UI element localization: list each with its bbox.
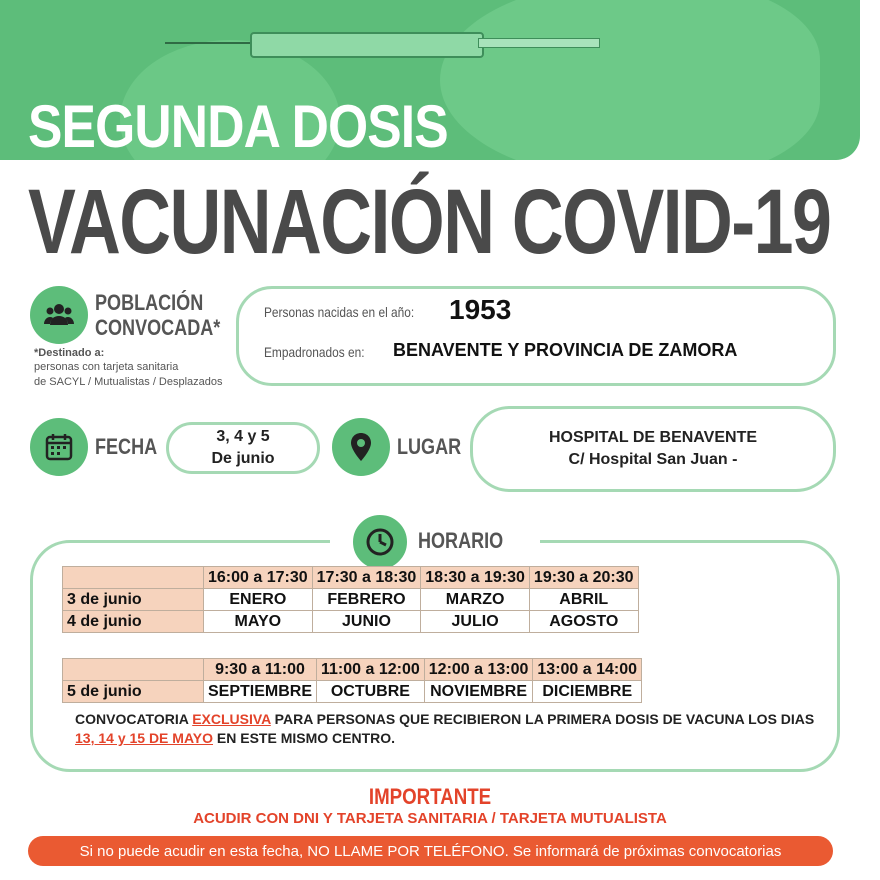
poblacion-label-line1: POBLACIÓN [95, 290, 204, 315]
poblacion-label-line2: CONVOCADA* [95, 315, 221, 341]
table-row [63, 659, 642, 681]
lugar-box [470, 406, 836, 492]
census-label: Empadronados en: [264, 344, 365, 360]
table-corner [63, 567, 204, 589]
calendar-icon [30, 418, 88, 476]
fecha-box [166, 422, 320, 474]
time-slot-header: 9:30 a 11:00 [204, 659, 317, 681]
conv-exclusiva: EXCLUSIVA [192, 711, 271, 727]
main-title: VACUNACIÓN COVID-19 [28, 171, 831, 273]
table-row [63, 681, 642, 703]
poblacion-box [236, 286, 836, 386]
month-cell: JUNIO [312, 611, 421, 633]
time-slot-header: 18:30 a 19:30 [421, 567, 530, 589]
hero-glove-shape [440, 0, 820, 160]
time-slot-header: 13:00 a 14:00 [533, 659, 642, 681]
birth-label: Personas nacidas en el año: [264, 304, 415, 320]
hero-banner [0, 0, 860, 160]
poblacion-label [95, 290, 220, 341]
fecha-label: FECHA [95, 434, 158, 459]
lugar-line2: C/ Hospital San Juan - [568, 451, 738, 468]
note-line1: personas con tarjeta sanitaria [34, 361, 179, 374]
month-cell: MAYO [204, 611, 313, 633]
time-slot-header: 19:30 a 20:30 [529, 567, 638, 589]
hero-title: SEGUNDA DOSIS [28, 93, 448, 160]
census-value: BENAVENTE Y PROVINCIA DE ZAMORA [393, 340, 738, 360]
syringe-needle [165, 42, 251, 44]
month-cell: SEPTIEMBRE [204, 681, 317, 703]
month-cell: DICIEMBRE [533, 681, 642, 703]
month-cell: NOVIEMBRE [424, 681, 533, 703]
table-row [63, 611, 639, 633]
clock-icon [350, 512, 410, 572]
importante-title: IMPORTANTE [368, 784, 492, 809]
note-title: *Destinado a: [34, 347, 105, 359]
month-cell: OCTUBRE [317, 681, 425, 703]
month-cell: AGOSTO [529, 611, 638, 633]
schedule-table-2 [62, 658, 642, 703]
syringe-barrel [250, 32, 484, 58]
conv-dates: 13, 14 y 15 DE MAYO [75, 729, 214, 746]
convocatoria-note [75, 710, 815, 748]
time-slot-header: 16:00 a 17:30 [204, 567, 313, 589]
poblacion-note [34, 346, 223, 389]
time-slot-header: 12:00 a 13:00 [424, 659, 533, 681]
conv-text-2: PARA PERSONAS QUE RECIBIERON LA PRIMERA DOSIS DE VACUNA LOS DIAS [274, 711, 815, 727]
fecha-line2: De junio [211, 450, 275, 467]
location-pin-icon [332, 418, 390, 476]
footer-warning-bar [28, 836, 833, 866]
lugar-line1: HOSPITAL DE BENAVENTE [548, 429, 758, 447]
footer-warning-text: Si no puede acudir en esta fecha, NO LLAME POR TELÉFONO. Se informará de próximas convocatorias [79, 842, 782, 860]
month-cell: FEBRERO [312, 589, 421, 611]
importante-line: ACUDIR CON DNI Y TARJETA SANITARIA / TARJETA MUTUALISTA [193, 810, 667, 827]
table-corner [63, 659, 204, 681]
time-slot-header: 11:00 a 12:00 [317, 659, 425, 681]
table-row [63, 589, 639, 611]
month-cell: ENERO [204, 589, 313, 611]
day-cell: 3 de junio [63, 589, 204, 611]
month-cell: ABRIL [529, 589, 638, 611]
schedule-table-1 [62, 566, 639, 633]
time-slot-header: 17:30 a 18:30 [312, 567, 421, 589]
birth-year: 1953 [449, 294, 512, 325]
note-line2: de SACYL / Mutualistas / Desplazados [34, 375, 223, 388]
table-row [63, 567, 639, 589]
day-cell: 5 de junio [63, 681, 204, 703]
month-cell: MARZO [421, 589, 530, 611]
conv-text-3: EN ESTE MISMO CENTRO. [216, 729, 396, 746]
day-cell: 4 de junio [63, 611, 204, 633]
syringe-plunger [478, 38, 600, 48]
lugar-label: LUGAR [397, 434, 462, 459]
people-icon [30, 286, 88, 344]
fecha-line1: 3, 4 y 5 [216, 428, 270, 446]
month-cell: JULIO [421, 611, 530, 633]
conv-text-1: CONVOCATORIA [75, 711, 189, 727]
horario-label: HORARIO [418, 528, 504, 553]
